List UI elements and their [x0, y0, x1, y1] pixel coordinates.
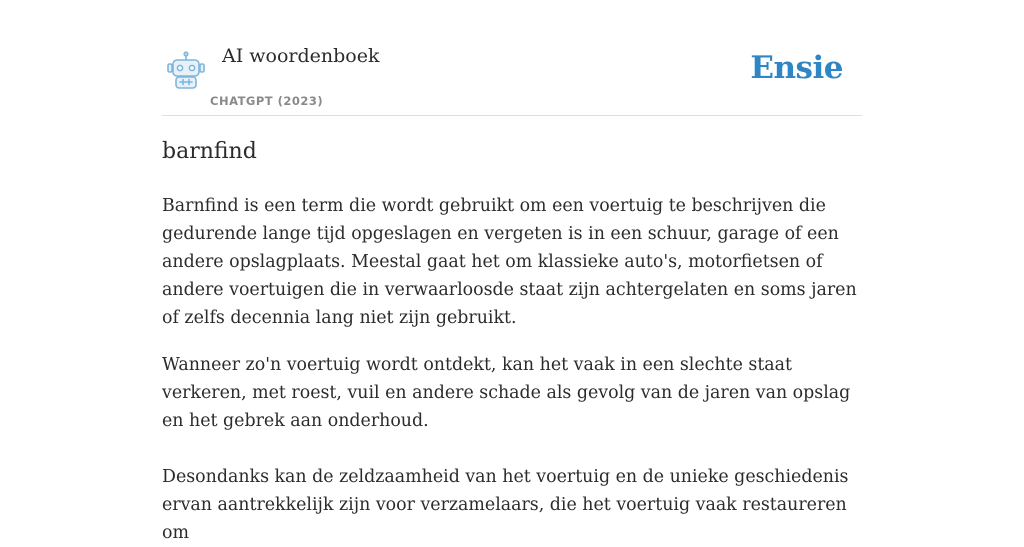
ensie-logo[interactable]: Ensie [750, 50, 843, 86]
definition-paragraph: Barnfind is een term die wordt gebruikt om een voertuig te beschrijven die gedurende lange tijd opgeslagen en vergeten is in een schuur, garage of een andere opslagplaats. Meestal gaat het om klassieke auto's, motorfietsen of andere voertuigen die in verwaarloosde staat zijn achtergelaten en soms jaren of zelfs decennia lang niet zijn gebruikt. [162, 196, 857, 328]
dictionary-title[interactable]: AI woordenboek [222, 45, 380, 67]
definition-paragraph: Wanneer zo'n voertuig wordt ontdekt, kan het vaak in een slechte staat verkeren, met roest, vuil en andere schade als gevolg van de jaren van opslag en het gebrek aan onderhoud. [162, 355, 851, 431]
entry-definition [162, 192, 862, 547]
entry-term: barnfind [162, 139, 257, 164]
source-label: CHATGPT (2023) [210, 94, 324, 108]
robot-icon [165, 51, 207, 91]
definition-paragraph: Desondanks kan de zeldzaamheid van het voertuig en de unieke geschiedenis ervan aantrekkelijk zijn voor verzamelaars, die het voertuig vaak restaureren om [162, 467, 849, 543]
page [162, 0, 862, 543]
dictionary-header [162, 0, 862, 116]
